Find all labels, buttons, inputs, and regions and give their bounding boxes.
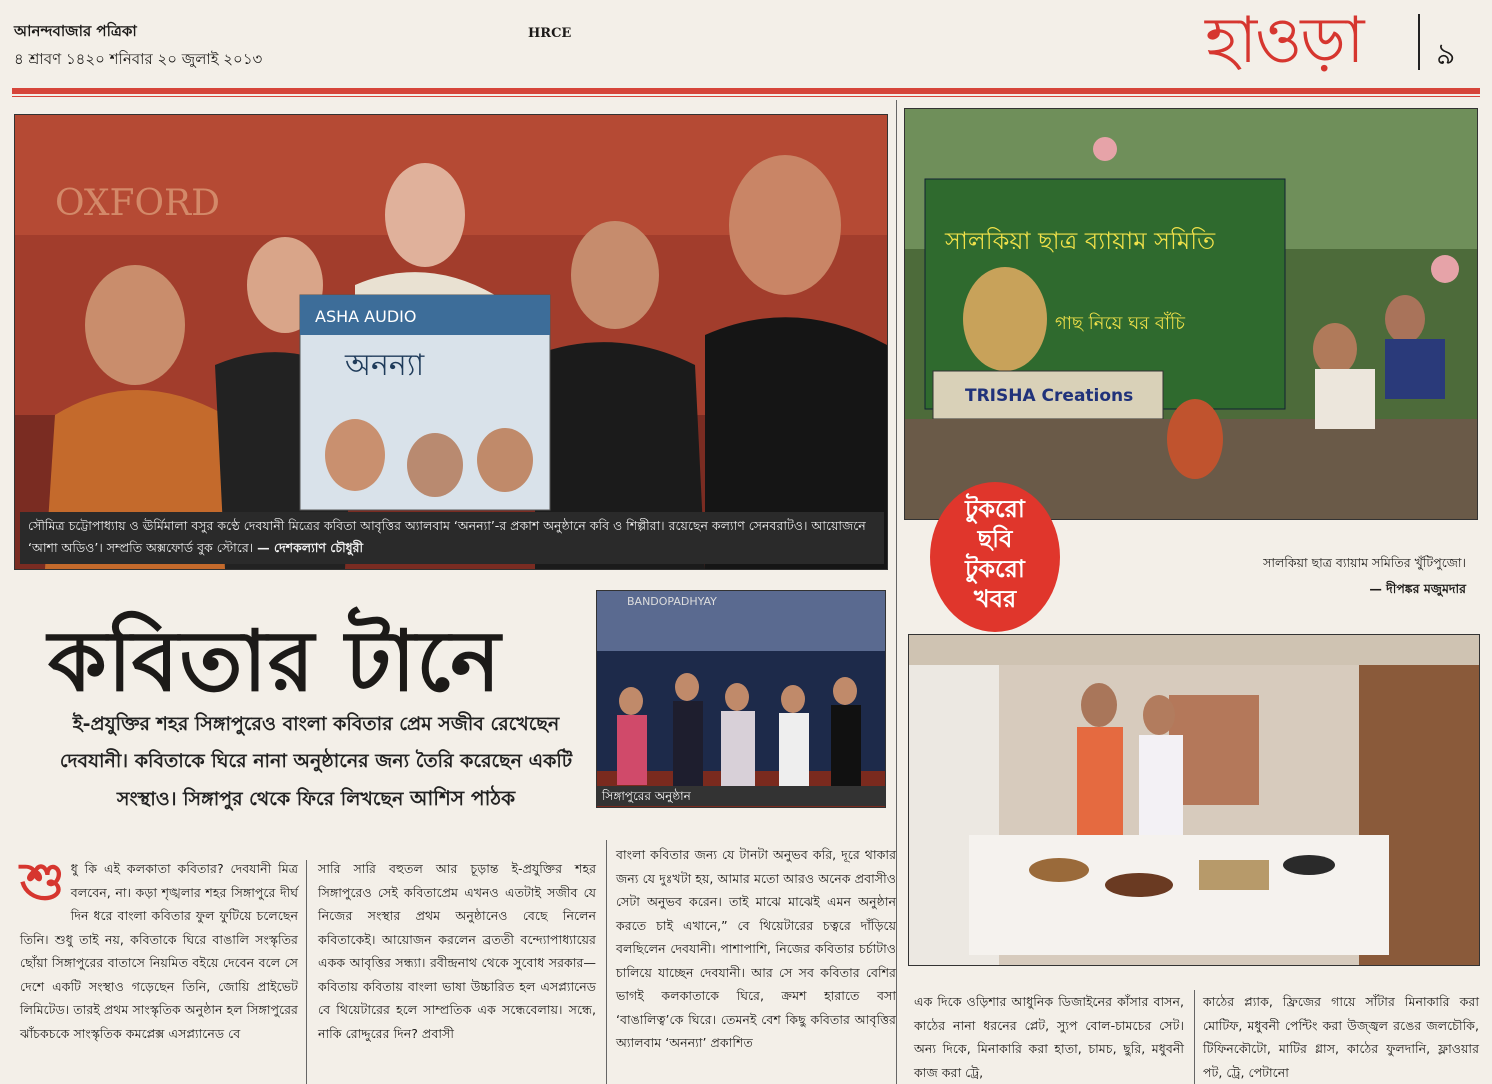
headline: কবিতার টানে [48,612,502,710]
handicraft-column-1: এক দিকে ওড়িশার আধুনিক ডিজাইনের কাঁসার বাসন, কাঠের নানা ধরনের প্লেট, স্যুপ বোল-চামচের সেট। অন্য দিকে, মিনাকারি করা হাতা, চামচ, ছুরি, মধুবনী কাজ করা ট্রে, [914,994,1184,1080]
header-rule [12,88,1480,94]
masthead: আনন্দবাজার পত্রিকা [14,22,137,40]
store-sign: OXFORD [55,183,220,224]
album-title: অনন্যা [345,348,425,383]
small-banner: BANDOPADHYAY [627,595,717,608]
singapore-caption: সিঙ্গাপুরের অনুষ্ঠান [596,786,886,806]
banner-text: সালকিয়া ছাত্র ব্যায়াম সমিতি [945,227,1216,255]
handicraft-column-2: কাঠের প্ল্যাক, ফ্রিজের গায়ে সাঁটার মিনাকারি করা মোটিফ, মধুবনী পেন্টিং করা উজ্জ্বল রঙের জলচৌকি, টিফিনকৌটো, মাটির গ্লাস, কাঠের ফুলদানি, ফ্লাওয়ার পট, ট্রে, পেটানো [1203,994,1479,1080]
main-caption-text: সৌমিত্র চট্টোপাধ্যায় ও ঊর্মিমালা বসুর কণ্ঠে দেবযানী মিত্রের কবিতা আবৃত্তির অ্যালবাম ‘অনন্যা’-র প্রকাশ অনুষ্ঠানে কবি ও শিল্পীরা। রয়েছেন কল্যাণ সেনবরাটও। আয়োজনে ‘আশা অডিও’। সম্প্রতি অক্সফোর্ড বুক স্টোরে। [28,518,866,555]
album-brand: ASHA AUDIO [315,307,417,326]
puja-caption-text: সালকিয়া ছাত্র ব্যায়াম সমিতির খুঁটিপুজো। [1263,555,1466,570]
column-divider [896,100,897,1084]
puja-caption [1226,550,1466,602]
header-rule-thin [12,96,1480,97]
banner-subtext: গাছ নিয়ে ঘর বাঁচি [1055,313,1185,334]
news-badge [930,482,1060,632]
puja-photo [904,108,1478,520]
main-photo [14,114,888,570]
article-column-3: বাংলা কবিতার জন্য যে টানটা অনুভব করি, দূরে থাকার জন্য যে দুঃখটা হয়, আমার মতো আরও অনেক প্রবাসীও সেটা অনুভব করেন। তাই মাঝে মাঝেই এমন অনুষ্ঠান করতে চাই এখানে,” বে থিয়েটারের চত্বরে দাঁড়িয়ে বলছিলেন দেবযানী। পাশাপাশি, নিজের কবিতার চর্চাটাও চালিয়ে যাচ্ছেন দেবযানী। আর সে সব কবিতার বেশির ভাগই কলকাতাকে ঘিরে, ক্রমশ হারাতে বসা ‘বাঙালিত্ব’কে ঘিরে। তেমনই বেশ কিছু কবিতার আবৃত্তির অ্যালবাম ‘অনন্যা’ প্রকাশিত [616,847,896,1050]
divider [1418,14,1420,70]
badge-line: খবর [973,585,1017,613]
main-caption-credit: — দেশকল্যাণ চৌধুরী [257,540,364,555]
author-name: আশিস পাঠক [409,786,516,810]
badge-line: ছবি [977,525,1013,553]
article-column-2: সারি সারি বহুতল আর চূড়ান্ত ই-প্রযুক্তির শহর সিঙ্গাপুরেও সেই কবিতাপ্রেম এখনও এতটাই সজীব যে নিজের সংস্থার প্রথম অনুষ্ঠানেও বেছে নিলেন কবিতাকেই। আয়োজন করলেন ব্রততী বন্দ্যোপাধ্যায়ের একক আবৃত্তির সন্ধ্যা। রবীন্দ্রনাথ থেকে সুবোধ সরকার— কবিতায় কবিতায় বাংলা ভাষা উচ্চারিত হল এসপ্ল্যানেড বে থিয়েটারের হলে সাম্প্রতিক এক সন্ধেবেলায়। সন্ধে, নাকি রোদ্দুরের দিন? প্রবাসী [318,861,596,1041]
section-title: হাওড়া [1205,4,1363,78]
handicraft-photo [908,634,1480,966]
column-divider [306,860,307,1084]
dateline: ৪ শ্রাবণ ১৪২০ শনিবার ২০ জুলাই ২০১৩ [14,50,263,68]
edition-code: HRCE [528,26,572,41]
column-divider [1194,990,1195,1084]
singapore-photo [596,590,886,808]
badge-line: টুকরো [965,555,1025,583]
page-number: ৯ [1436,37,1456,72]
column-divider [606,840,607,1084]
standfirst [56,706,576,818]
drop-cap: শু [20,852,65,912]
column-text: ধু কি এই কলকাতা কবিতার? দেবযানী মিত্র বলবেন, না। কড়া শৃঙ্খলার শহর সিঙ্গাপুরে দীর্ঘ দিন ধরে বাংলা কবিতার ফুল ফুটিয়ে চলেছেন তিনি। শুধু তাই নয়, কবিতাকে ঘিরে বাঙালি সংস্কৃতির ছোঁয়া সিঙ্গাপুরের বাতাসে নিয়মিত বইয়ে দেবেন বলে সে দেশে একটি সংস্থাও গড়েছেন তিনি, জোয়ি প্রাইভেট লিমিটেড। তারই প্রথম সাংস্কৃতিক অনুষ্ঠান হল সিঙ্গাপুরের ঝাঁচকচকে সাংস্কৃতিক কমপ্লেক্স এসপ্ল্যানেড বে [20,861,298,1041]
sign-text: TRISHA Creations [965,386,1134,406]
badge-line: টুকরো [965,495,1025,523]
standfirst-text: ই-প্রযুক্তির শহর সিঙ্গাপুরেও বাংলা কবিতার প্রেম সজীব রেখেছেন দেবযানী। কবিতাকে ঘিরে নানা অনুষ্ঠানের জন্য তৈরি করেছেন একটি সংস্থাও। সিঙ্গাপুর থেকে ফিরে [59,713,573,810]
puja-caption-credit: — দীপঙ্কর মজুমদার [1369,581,1466,596]
article-column-1 [20,852,298,1045]
main-photo-caption [20,512,884,564]
byline-prefix: লিখছেন [340,788,404,810]
